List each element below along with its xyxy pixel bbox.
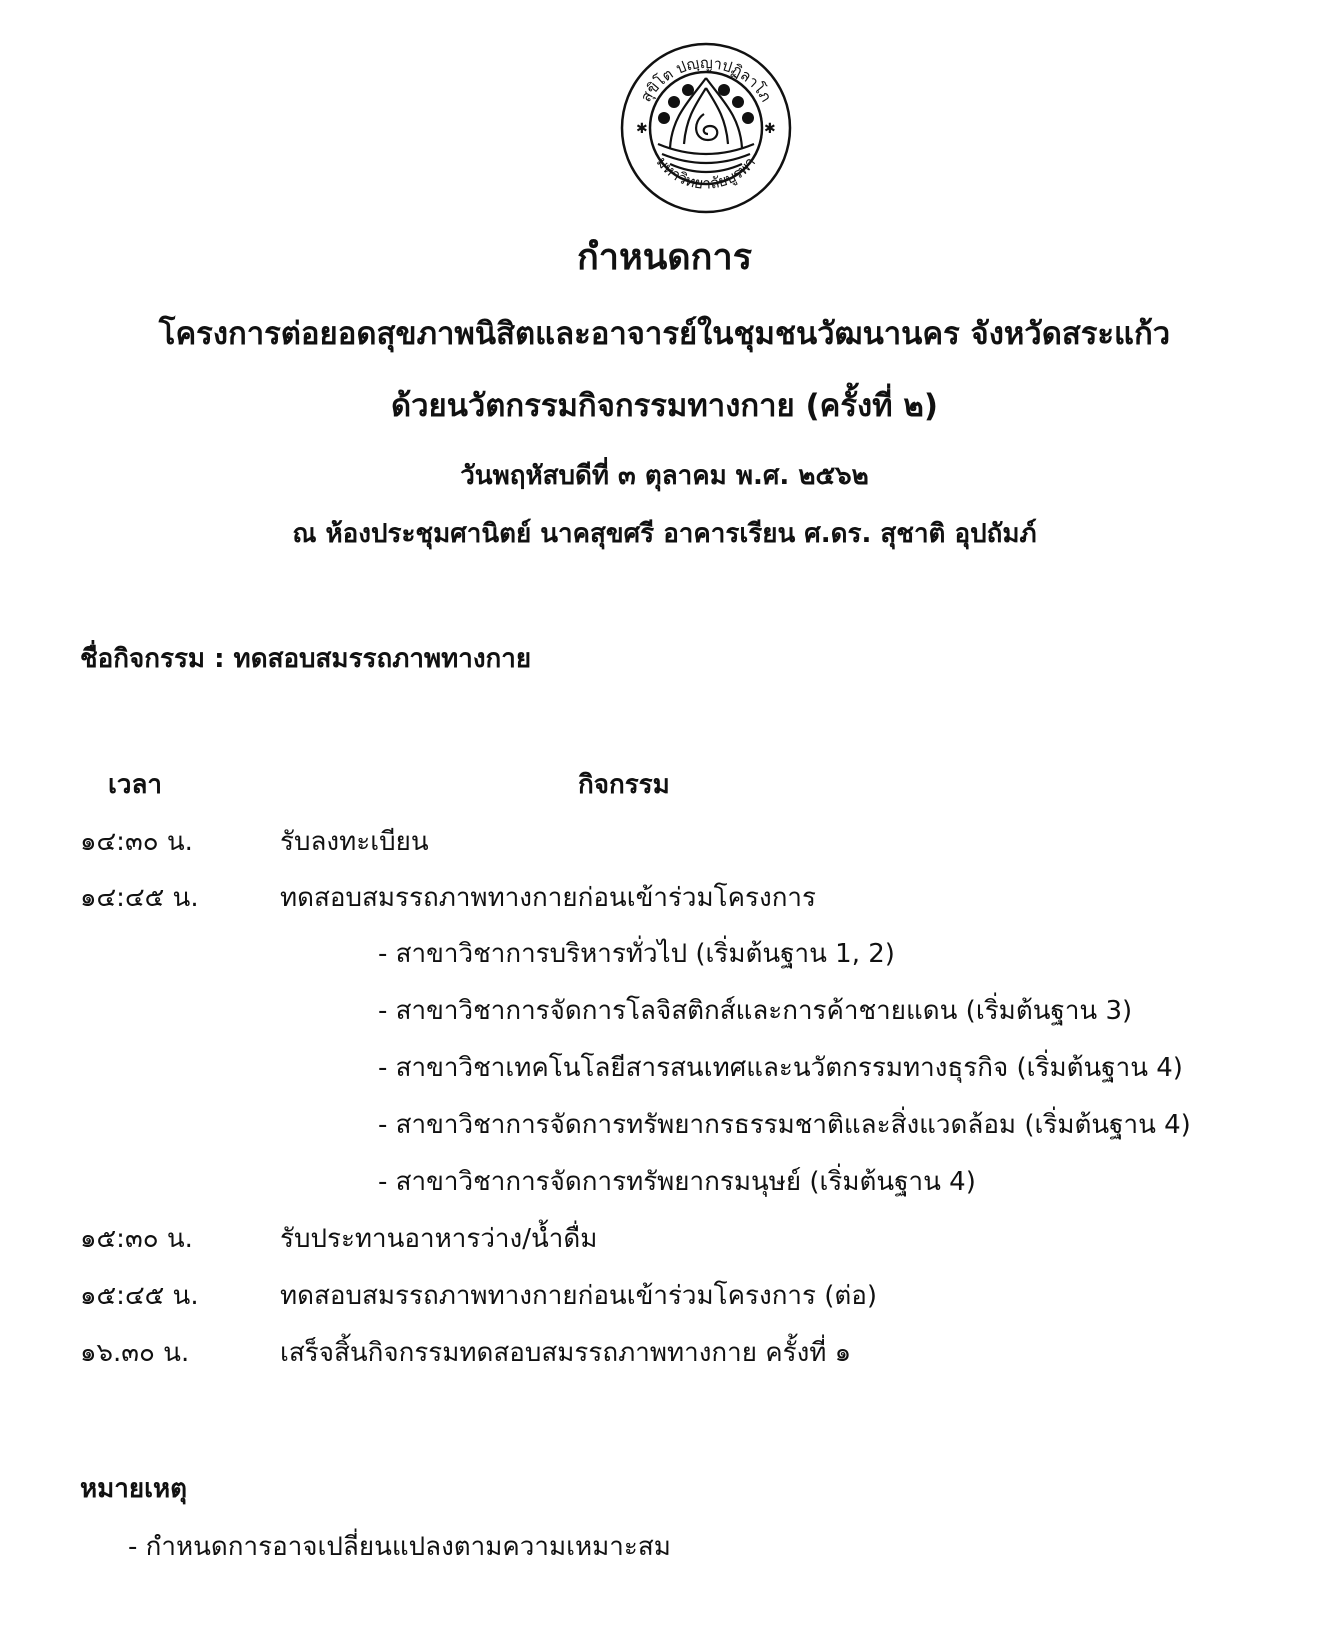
sub-activity-item: - สาขาวิชาการจัดการทรัพยากรธรรมชาติและสิ่งแวดล้อม (เริ่มต้นฐาน 4) bbox=[378, 1110, 1191, 1140]
document-title: กำหนดการ bbox=[576, 237, 753, 278]
column-header-activity: กิจกรรม bbox=[578, 770, 670, 800]
schedule-time: ๑๔:๔๕ น. bbox=[80, 883, 199, 913]
note-item: - กำหนดการอาจเปลี่ยนแปลงตามความเหมาะสม bbox=[128, 1532, 671, 1562]
svg-text:✱: ✱ bbox=[764, 121, 776, 137]
svg-text:มหาวิทยาลัยบูรพา: มหาวิทยาลัยบูรพา bbox=[652, 153, 760, 193]
notes-heading: หมายเหตุ bbox=[80, 1474, 188, 1504]
sub-activity-item: - สาขาวิชาการจัดการทรัพยากรมนุษย์ (เริ่มต้นฐาน 4) bbox=[378, 1167, 976, 1197]
svg-text:✱: ✱ bbox=[636, 121, 648, 137]
schedule-activity: เสร็จสิ้นกิจกรรมทดสอบสมรรถภาพทางกาย ครั้งที่ ๑ bbox=[280, 1338, 852, 1368]
sub-activity-item: - สาขาวิชาเทคโนโลยีสารสนเทศและนวัตกรรมทางธุรกิจ (เริ่มต้นฐาน 4) bbox=[378, 1053, 1183, 1083]
schedule-activity: ทดสอบสมรรถภาพทางกายก่อนเข้าร่วมโครงการ bbox=[280, 883, 816, 913]
project-title-line-2: ด้วยนวัตกรรมกิจกรรมทางกาย (ครั้งที่ ๒) bbox=[390, 388, 938, 424]
schedule-row bbox=[0, 877, 1329, 917]
schedule-activity: รับลงทะเบียน bbox=[280, 827, 429, 857]
column-header-time: เวลา bbox=[108, 770, 163, 800]
schedule-time: ๑๕:๓๐ น. bbox=[80, 1224, 193, 1254]
event-venue: ณ ห้องประชุมศานิตย์ นาคสุขศรี อาคารเรียน ศ.ดร. สุชาติ อุปถัมภ์ bbox=[292, 519, 1037, 549]
schedule-time: ๑๔:๓๐ น. bbox=[80, 827, 193, 857]
event-date: วันพฤหัสบดีที่ ๓ ตุลาคม พ.ศ. ๒๕๖๒ bbox=[460, 461, 869, 491]
svg-text:สุขิโต ปญฺญาปฏิลาโภ: สุขิโต ปญฺญาปฏิลาโภ bbox=[636, 53, 776, 106]
activity-name: ชื่อกิจกรรม : ทดสอบสมรรถภาพทางกาย bbox=[80, 644, 532, 674]
sub-activity-item: - สาขาวิชาการจัดการโลจิสติกส์และการค้าชายแดน (เริ่มต้นฐาน 3) bbox=[378, 996, 1133, 1026]
schedule-row bbox=[0, 821, 1329, 861]
university-seal-logo bbox=[618, 40, 794, 216]
schedule-row bbox=[0, 1218, 1329, 1258]
schedule-activity: ทดสอบสมรรถภาพทางกายก่อนเข้าร่วมโครงการ (ต่อ) bbox=[280, 1281, 878, 1311]
schedule-time: ๑๕:๔๕ น. bbox=[80, 1281, 199, 1311]
schedule-row bbox=[0, 1332, 1329, 1372]
schedule-row bbox=[0, 1275, 1329, 1315]
schedule-activity: รับประทานอาหารว่าง/น้ำดื่ม bbox=[280, 1224, 598, 1254]
schedule-time: ๑๖.๓๐ น. bbox=[80, 1338, 190, 1368]
sub-activity-item: - สาขาวิชาการบริหารทั่วไป (เริ่มต้นฐาน 1, 2) bbox=[378, 939, 895, 969]
project-title-line-1: โครงการต่อยอดสุขภาพนิสิตและอาจารย์ในชุมชนวัฒนานคร จังหวัดสระแก้ว bbox=[158, 316, 1171, 352]
